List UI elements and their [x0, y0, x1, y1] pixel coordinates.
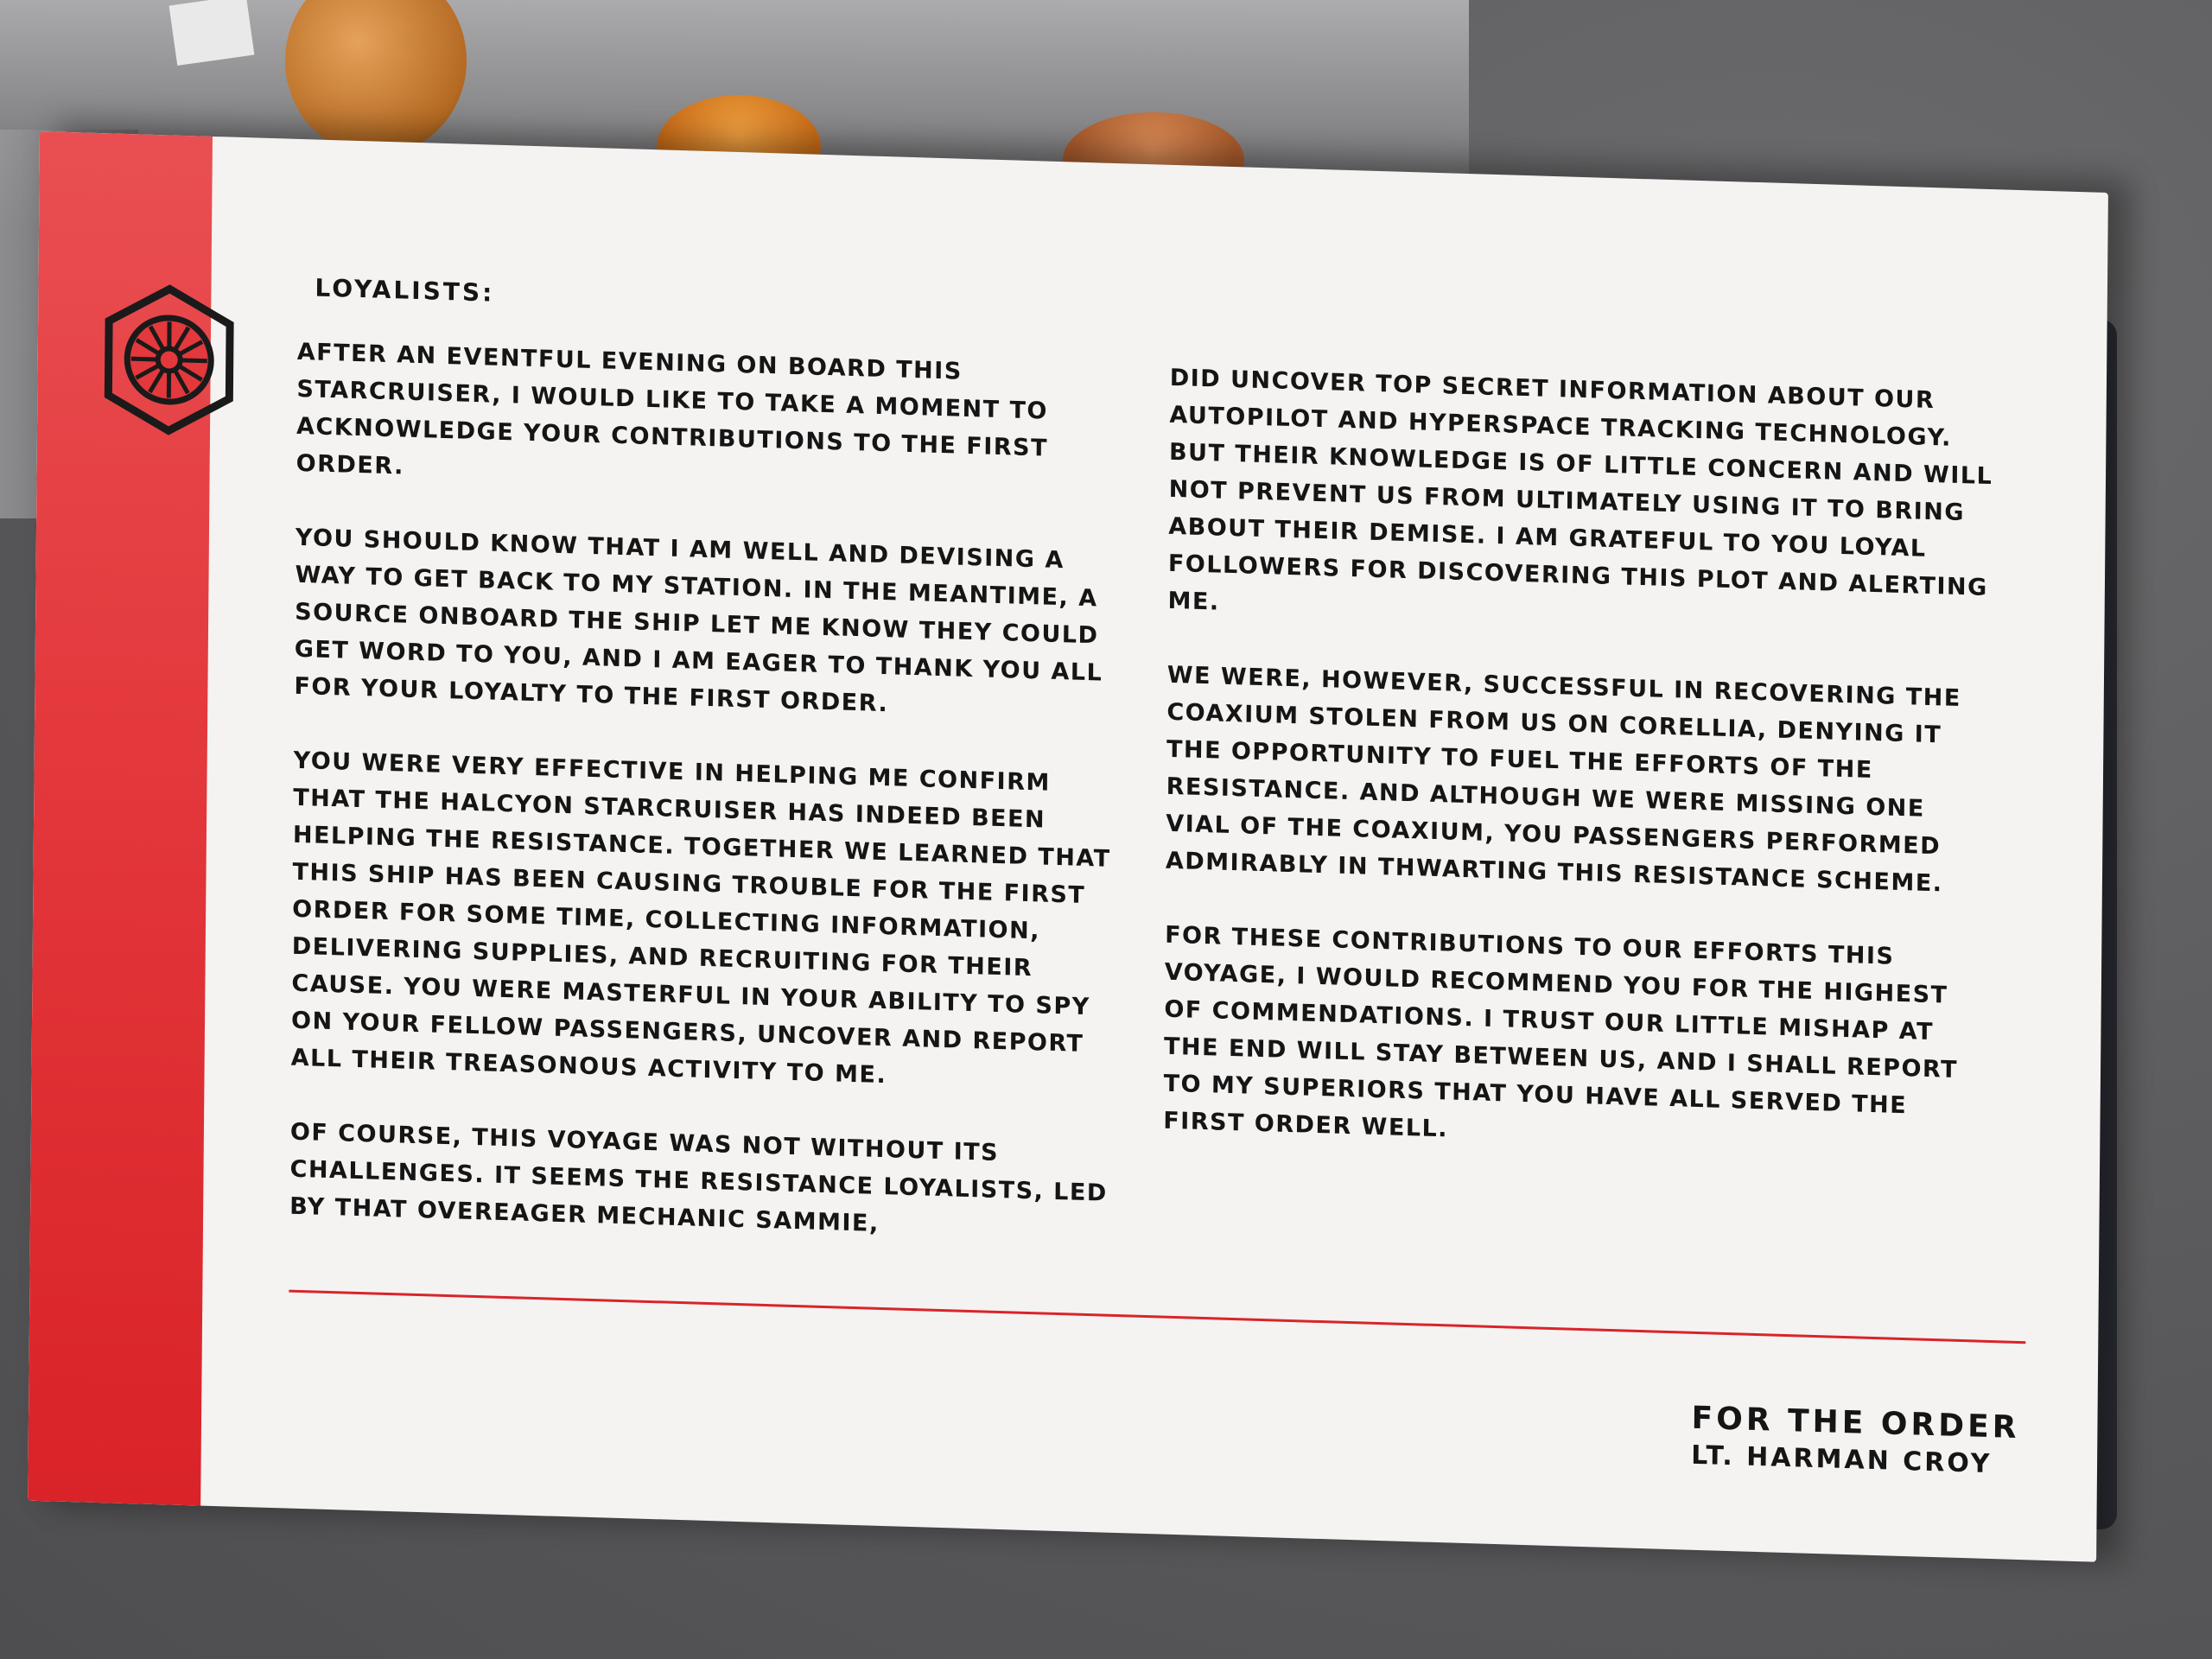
- paragraph: FOR THESE CONTRIBUTIONS TO OUR EFFORTS THIS VOYAGE, I WOULD RECOMMEND YOU FOR THE HIGHEST OF COMMENDATIONS. I TRUST OUR LITTLE MISHAP AT THE END WILL STAY BETWEEN US, AND I SHALL REPORT TO MY SUPERIORS THAT YOU HAVE ALL SERVED THE FIRST ORDER WELL.: [1163, 921, 1959, 1143]
- paragraph: AFTER AN EVENTFUL EVENING ON BOARD THIS STARCRUISER, I WOULD LIKE TO TAKE A MOMENT TO ACKNOWLEDGE YOUR CONTRIBUTIONS TO THE FIRST ORDER.: [296, 338, 1049, 480]
- bag-label: [169, 0, 255, 66]
- first-order-emblem-icon: [99, 280, 239, 440]
- paragraph: YOU WERE VERY EFFECTIVE IN HELPING ME CONFIRM THAT THE HALCYON STARCRUISER HAS INDEED BEEN HELPING THE RESISTANCE. TOGETHER WE LEARNED THAT THIS SHIP HAS BEEN CAUSING TROUBLE FOR THE FIRST ORDER FOR SOME TIME, COLLECTING INFORMATION, DELIVERING SUPPLIES, AND RECRUITING FOR THEIR CAUSE. YOU WERE MASTERFUL IN YOUR ABILITY TO SPY ON YOUR FELLOW PASSENGERS, UNCOVER AND REPORT ALL THEIR TREASONOUS ACTIVITY TO ME.: [290, 747, 1111, 1090]
- signoff-name: LT. HARMAN CROY: [1691, 1440, 1993, 1480]
- signoff: [1691, 1399, 2020, 1483]
- paragraph: DID UNCOVER TOP SECRET INFORMATION ABOUT OUR AUTOPILOT AND HYPERSPACE TRACKING TECHNOLOGY. BUT THEIR KNOWLEDGE IS OF LITTLE CONCERN AND WILL NOT PREVENT US FROM ULTIMATELY USING IT TO BRING ABOUT THEIR DEMISE. I AM GRATEFUL TO YOU LOYAL FOLLOWERS FOR DISCOVERING THIS PLOT AND ALERTING ME.: [1167, 364, 1993, 616]
- salutation: LOYALISTS:: [315, 273, 495, 308]
- paragraph: WE WERE, HOWEVER, SUCCESSFUL IN RECOVERING THE COAXIUM STOLEN FROM US ON CORELLIA, DENYING IT THE OPPORTUNITY TO FUEL THE EFFORTS OF THE RESISTANCE. AND ALTHOUGH WE WERE MISSING ONE VIAL OF THE COAXIUM, YOU PASSENGERS PERFORMED ADMIRABLY IN THWARTING THIS RESISTANCE SCHEME.: [1165, 661, 1961, 898]
- left-column: [289, 334, 1127, 1287]
- paragraph: YOU SHOULD KNOW THAT I AM WELL AND DEVISING A WAY TO GET BACK TO MY STATION. IN THE MEANTIME, A SOURCE ONBOARD THE SHIP LET ME KNOW THEY COULD GET WORD TO YOU, AND I AM EAGER TO THANK YOU ALL FOR YOUR LOYALTY TO THE FIRST ORDER.: [294, 524, 1103, 718]
- letter-card: [28, 131, 2108, 1562]
- letter-body: [288, 269, 2069, 1488]
- signoff-title: FOR THE ORDER: [1691, 1400, 2020, 1446]
- paragraph: OF COURSE, THIS VOYAGE WAS NOT WITHOUT ITS CHALLENGES. IT SEEMS THE RESISTANCE LOYALISTS, LED BY THAT OVEREAGER MECHANIC SAMMIE,: [289, 1118, 1108, 1237]
- right-column: [1163, 359, 1999, 1201]
